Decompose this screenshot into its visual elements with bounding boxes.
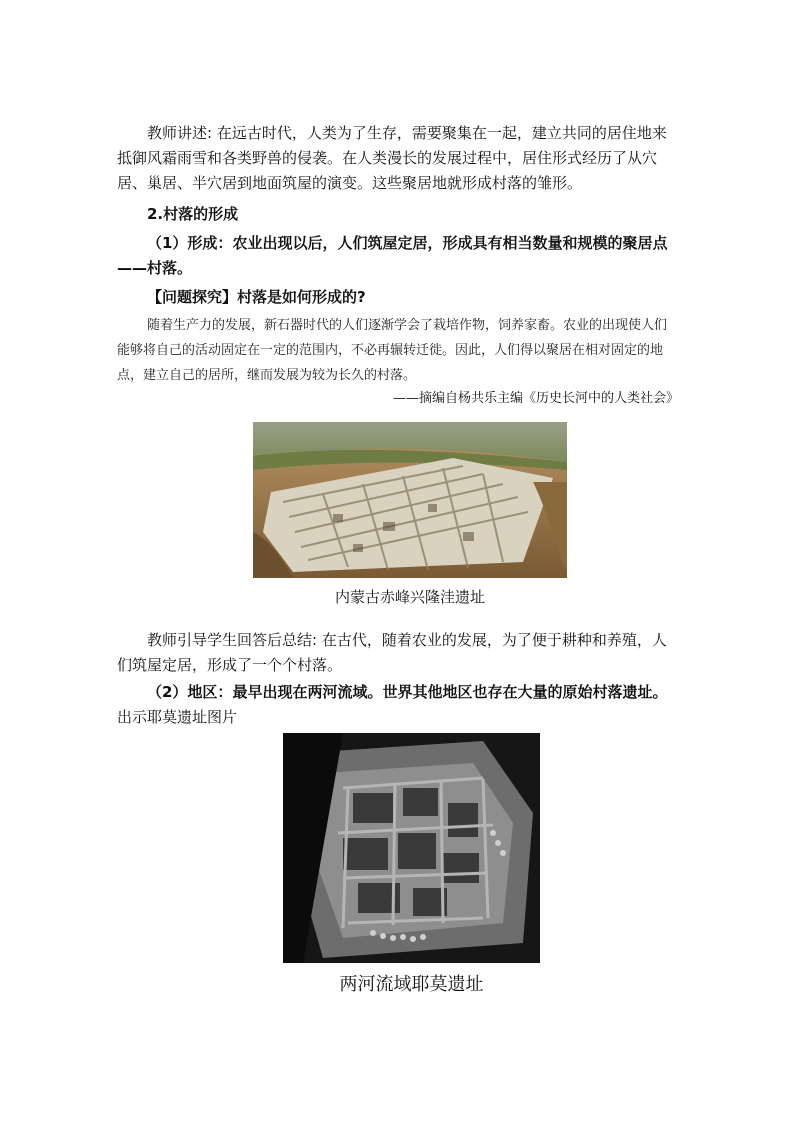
inquiry-title: 【问题探究】村落是如何形成的? — [147, 288, 366, 306]
inquiry-title-block — [117, 285, 679, 310]
formation-paragraph — [117, 231, 679, 281]
summary-text: 教师引导学生回答后总结: 在古代，随着农业的发展，为了便于耕种和养殖，人们筑屋定居，形成了一个个村落。 — [117, 631, 667, 674]
summary-paragraph — [117, 628, 679, 678]
xinglongwa-site-image — [253, 422, 567, 578]
inquiry-quote-block — [117, 313, 679, 410]
section-heading-block — [117, 202, 679, 227]
intro-paragraph — [117, 121, 679, 196]
jarmo-site-image — [283, 733, 540, 963]
inquiry-quote: 随着生产力的发展，新石器时代的人们逐渐学会了栽培作物，饲养家畜。农业的出现使人们能够将自己的活动固定在一定的范围内，不必再辗转迁徙。因此，人们得以聚居在相对固定的地点，建立自己的居所，继而发展为较为长久的村落。 — [117, 318, 668, 383]
region-text: （2）地区：最早出现在两河流域。世界其他地区也存在大量的原始村落遗址。 — [147, 683, 668, 701]
show-photo-paragraph — [117, 705, 679, 730]
photo2-caption: 两河流域耶莫遗址 — [339, 974, 484, 995]
jarmo-site-photo — [283, 733, 540, 963]
formation-text: （1）形成：农业出现以后，人们筑屋定居，形成具有相当数量和规模的聚居点——村落。 — [117, 234, 668, 277]
region-paragraph — [117, 680, 679, 705]
show-photo-text: 出示耶莫遗址图片 — [117, 708, 238, 726]
xinglongwa-site-photo — [253, 422, 567, 578]
quote-source: ——摘编自杨共乐主编《历史长河中的人类社会》 — [392, 391, 679, 406]
photo1-caption: 内蒙古赤峰兴隆洼遗址 — [334, 588, 485, 606]
intro-text: 教师讲述: 在远古时代，人类为了生存，需要聚集在一起，建立共同的居住地来抵御风霜雨雪和各类野兽的侵袭。在人类漫长的发展过程中，居住形式经历了从穴居、巢居、半穴居到地面筑屋的演变。这些聚居地就形成村落的雏形。 — [117, 124, 667, 192]
section-heading: 2.村落的形成 — [147, 205, 239, 223]
